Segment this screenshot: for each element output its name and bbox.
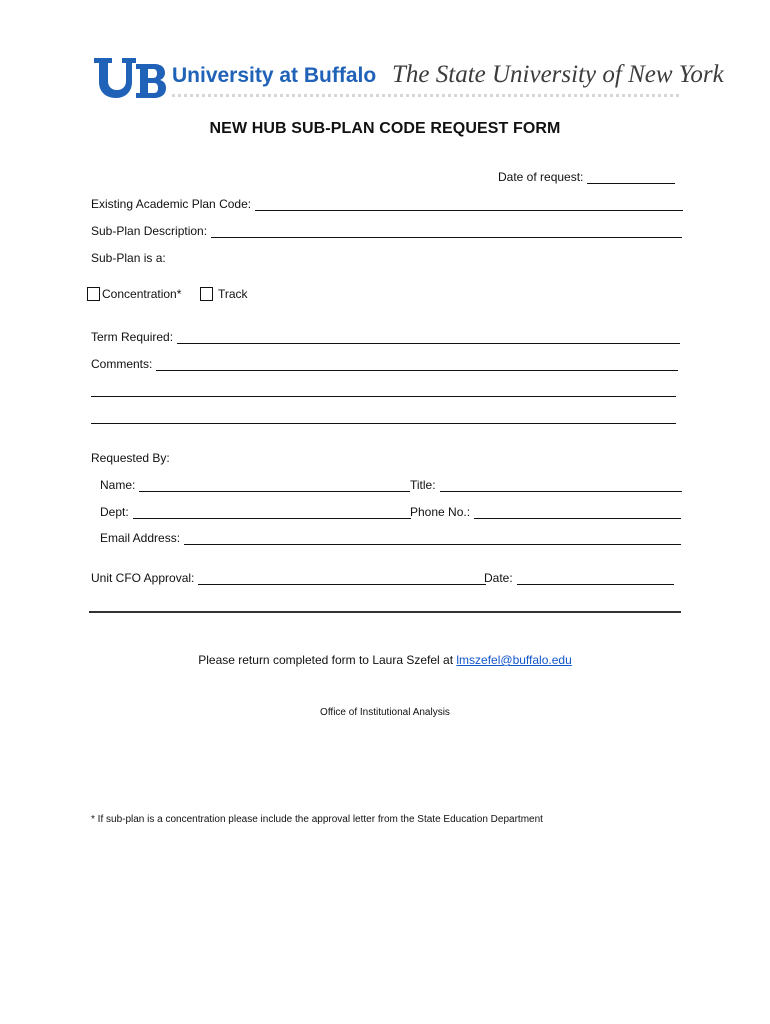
date-of-request-field[interactable] xyxy=(587,172,675,184)
title-row xyxy=(410,478,682,492)
dept-field[interactable] xyxy=(133,507,411,519)
cfo-approval-field[interactable] xyxy=(198,573,486,585)
term-required-field[interactable] xyxy=(177,332,680,344)
subplan-description-row xyxy=(91,224,682,238)
logo-university-name: University at Buffalo xyxy=(172,64,377,87)
comments-label: Comments: xyxy=(91,357,153,371)
subplan-description-field[interactable] xyxy=(211,226,682,238)
name-field[interactable] xyxy=(139,480,410,492)
title-label: Title: xyxy=(410,478,436,492)
email-label: Email Address: xyxy=(100,531,181,545)
comments-line-2[interactable] xyxy=(91,396,676,397)
requested-by-label: Requested By: xyxy=(91,451,170,465)
email-field[interactable] xyxy=(184,533,681,545)
existing-plan-code-field[interactable] xyxy=(255,199,683,211)
track-checkbox[interactable] xyxy=(200,287,213,301)
dept-row xyxy=(100,505,411,519)
ub-logo-icon xyxy=(92,56,166,100)
return-email-link[interactable]: lmszefel@buffalo.edu xyxy=(456,653,572,667)
subplan-description-label: Sub-Plan Description: xyxy=(91,224,208,238)
subplan-type-label: Sub-Plan is a: xyxy=(91,251,166,265)
return-text: Please return completed form to Laura Szefel at xyxy=(198,653,454,667)
subplan-type-label-row xyxy=(91,251,166,265)
concentration-checkbox[interactable] xyxy=(87,287,100,301)
approval-date-field[interactable] xyxy=(517,573,674,585)
cfo-approval-label: Unit CFO Approval: xyxy=(91,571,195,585)
comments-line-3[interactable] xyxy=(91,423,676,424)
footnote: * If sub-plan is a concentration please include the approval letter from the State Education Department xyxy=(91,814,543,825)
return-instructions xyxy=(0,653,770,667)
term-required-row xyxy=(91,330,680,344)
concentration-label: Concentration* xyxy=(102,287,182,301)
email-row xyxy=(100,531,681,545)
phone-field[interactable] xyxy=(474,507,681,519)
date-of-request-label: Date of request: xyxy=(498,170,584,184)
logo-tagline: The State University of New York xyxy=(392,61,724,88)
term-required-label: Term Required: xyxy=(91,330,174,344)
phone-label: Phone No.: xyxy=(410,505,471,519)
approval-date-label: Date: xyxy=(484,571,513,585)
track-label: Track xyxy=(218,287,248,301)
concentration-option[interactable] xyxy=(87,287,181,301)
phone-row xyxy=(410,505,681,519)
logo-underline-decoration xyxy=(172,94,680,97)
cfo-approval-row xyxy=(91,571,486,585)
date-of-request-row xyxy=(498,170,675,184)
name-row xyxy=(100,478,410,492)
comments-row xyxy=(91,357,678,371)
section-divider xyxy=(89,611,681,613)
office-name: Office of Institutional Analysis xyxy=(320,707,450,718)
name-label: Name: xyxy=(100,478,136,492)
existing-plan-code-label: Existing Academic Plan Code: xyxy=(91,197,252,211)
comments-field[interactable] xyxy=(156,359,678,371)
track-option[interactable] xyxy=(200,287,248,301)
existing-plan-code-row xyxy=(91,197,683,211)
approval-date-row xyxy=(484,571,674,585)
form-title: NEW HUB SUB-PLAN CODE REQUEST FORM xyxy=(209,120,561,137)
requested-by-row xyxy=(91,451,170,465)
title-field[interactable] xyxy=(440,480,682,492)
dept-label: Dept: xyxy=(100,505,129,519)
